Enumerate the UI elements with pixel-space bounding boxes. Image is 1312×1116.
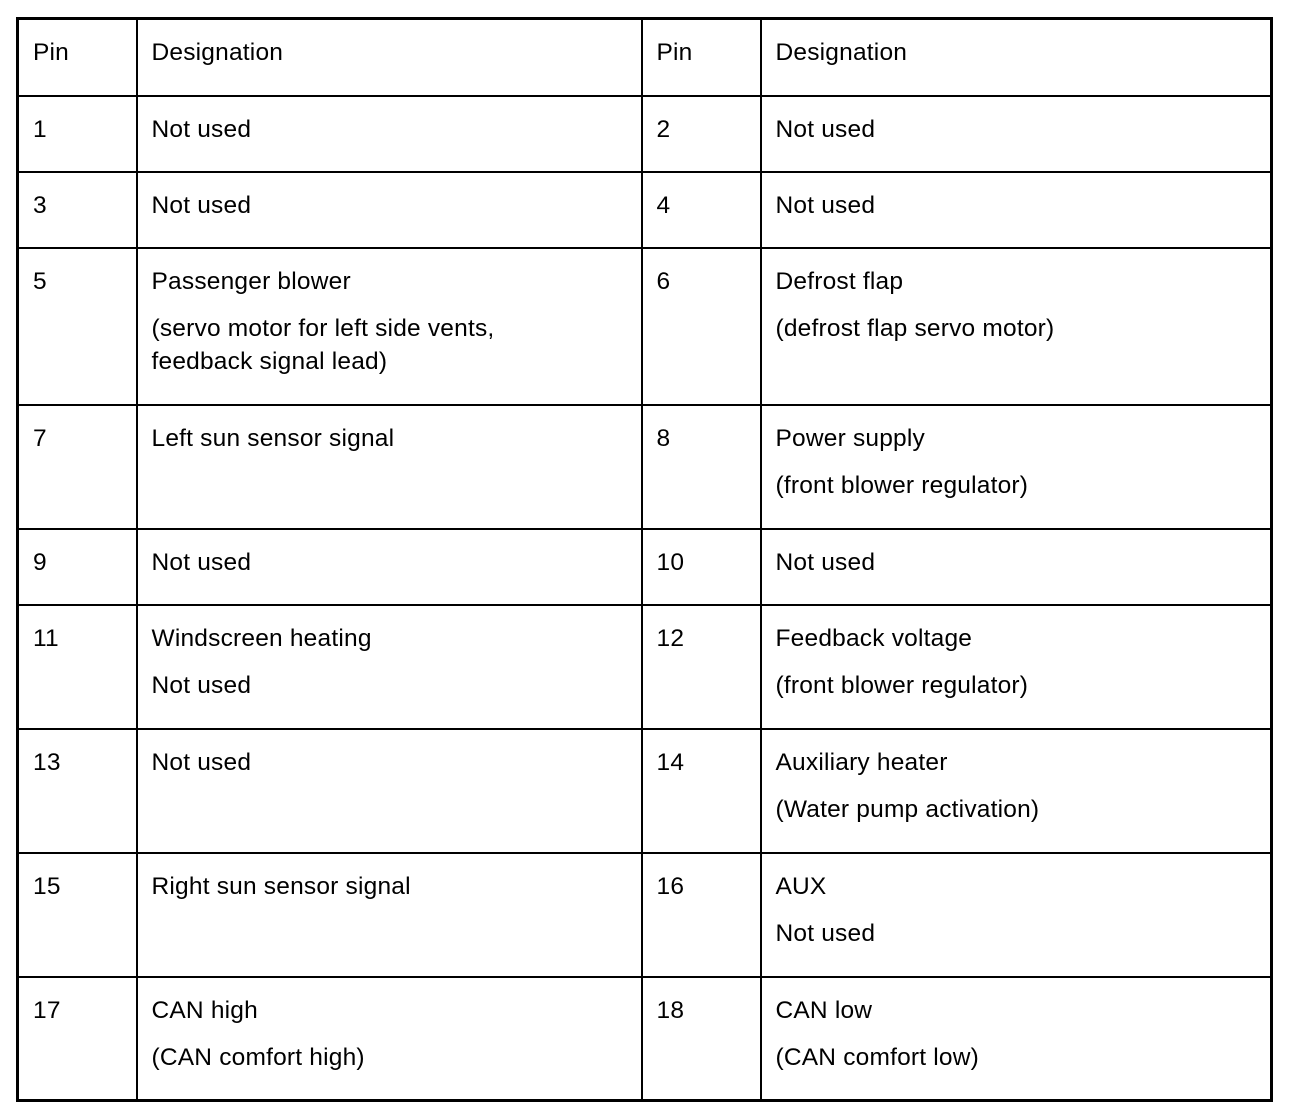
table-row [18, 853, 1272, 977]
pin-number: 12 [642, 605, 761, 729]
pin-number: 13 [18, 729, 137, 853]
designation-line: (Water pump activation) [775, 795, 1040, 823]
table-row [18, 977, 1272, 1101]
designation-line: Not used [151, 548, 252, 576]
pin-number: 7 [18, 405, 137, 529]
designation-line: CAN high [151, 996, 258, 1024]
pin-designation [761, 729, 1272, 853]
designation-line: (defrost flap servo motor) [775, 314, 1055, 342]
pin-number: 1 [18, 96, 137, 172]
pin-number: 3 [18, 172, 137, 248]
designation-line: Right sun sensor signal [151, 872, 411, 900]
designation-line: Windscreen heating [151, 624, 372, 652]
pin-number: 8 [642, 405, 761, 529]
table-row [18, 248, 1272, 405]
table-row [18, 172, 1272, 248]
designation-line: Not used [151, 115, 252, 143]
designation-line: feedback signal lead) [151, 347, 388, 375]
pin-number: 14 [642, 729, 761, 853]
table-header-row [18, 19, 1272, 96]
pin-designation [137, 605, 642, 729]
pin-number: 10 [642, 529, 761, 605]
designation-line: Passenger blower [151, 267, 351, 295]
table-row [18, 605, 1272, 729]
header-pin-right: Pin [642, 19, 761, 96]
designation-line: Not used [775, 191, 876, 219]
pin-designation [137, 405, 642, 529]
pin-designation [761, 172, 1272, 248]
designation-line: Not used [151, 671, 252, 699]
header-pin-left: Pin [18, 19, 137, 96]
pin-designation [137, 853, 642, 977]
table-row [18, 729, 1272, 853]
designation-line: (servo motor for left side vents, [151, 314, 495, 342]
pin-designation [137, 248, 642, 405]
designation-line: Not used [151, 191, 252, 219]
designation-line: Auxiliary heater [775, 748, 948, 776]
pin-number: 6 [642, 248, 761, 405]
pin-designation [137, 977, 642, 1101]
designation-line: Defrost flap [775, 267, 904, 295]
pin-designation [137, 172, 642, 248]
designation-line: (CAN comfort low) [775, 1043, 980, 1071]
pin-designation [761, 248, 1272, 405]
table-row [18, 405, 1272, 529]
table-row [18, 96, 1272, 172]
designation-line: Not used [775, 115, 876, 143]
pin-number: 18 [642, 977, 761, 1101]
pin-designation [761, 977, 1272, 1101]
table-row [18, 529, 1272, 605]
pin-number: 4 [642, 172, 761, 248]
pin-designation [761, 853, 1272, 977]
pin-number: 11 [18, 605, 137, 729]
pin-designation [761, 605, 1272, 729]
pin-number: 17 [18, 977, 137, 1101]
pin-number: 2 [642, 96, 761, 172]
designation-line: (front blower regulator) [775, 671, 1029, 699]
pin-number: 16 [642, 853, 761, 977]
designation-line: Not used [775, 919, 876, 947]
designation-line: Left sun sensor signal [151, 424, 395, 452]
pin-designation [137, 529, 642, 605]
pin-designation [137, 96, 642, 172]
designation-line: CAN low [775, 996, 873, 1024]
designation-line: (front blower regulator) [775, 471, 1029, 499]
designation-line: Power supply [775, 424, 925, 452]
pin-assignment-table [16, 17, 1273, 1102]
header-designation-right: Designation [761, 19, 1272, 96]
pin-number: 9 [18, 529, 137, 605]
pin-designation [137, 729, 642, 853]
pin-designation [761, 96, 1272, 172]
header-designation-left: Designation [137, 19, 642, 96]
designation-line: Feedback voltage [775, 624, 973, 652]
pin-designation [761, 405, 1272, 529]
designation-line: AUX [775, 872, 827, 900]
designation-line: Not used [151, 748, 252, 776]
pin-number: 5 [18, 248, 137, 405]
designation-line: (CAN comfort high) [151, 1043, 365, 1071]
designation-line: Not used [775, 548, 876, 576]
pin-number: 15 [18, 853, 137, 977]
pin-designation [761, 529, 1272, 605]
